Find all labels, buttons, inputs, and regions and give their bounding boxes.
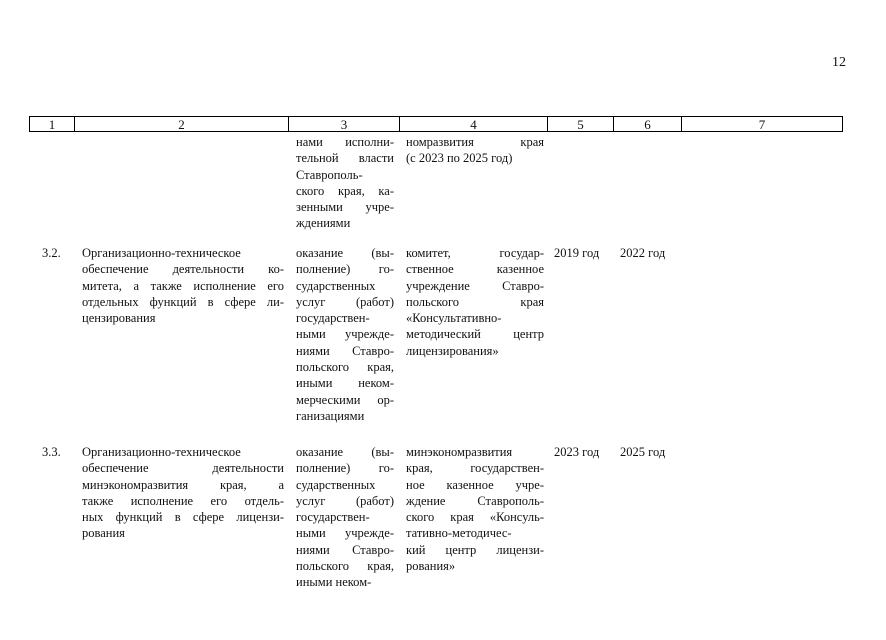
text-line: государствен- — [296, 311, 370, 326]
text-line: цензирования — [82, 311, 156, 326]
text-line: рования» — [406, 559, 456, 574]
text-line: государствен- — [296, 510, 370, 525]
text-line: нами исполни- — [296, 135, 394, 149]
header-col-7: 7 — [758, 117, 766, 132]
continuation-col3 — [296, 134, 394, 232]
text-line: иными неком- — [296, 376, 394, 391]
text-line: Организационно-техническое — [82, 445, 241, 459]
page-number: 12 — [832, 55, 846, 70]
text-line: ждение Ставрополь- — [406, 493, 544, 508]
row-number: 3.2. — [42, 246, 61, 260]
text-line: полнение) го- — [296, 461, 394, 476]
row-executor — [406, 444, 544, 574]
text-line: польского края, — [296, 360, 394, 375]
text-line: отдельных функций в сфере ли- — [82, 294, 284, 309]
text-line: «Консультативно- — [406, 311, 502, 326]
row-name — [82, 245, 284, 326]
row-start-year: 2019 год — [554, 246, 600, 260]
text-line: зенными учре- — [296, 200, 394, 215]
text-line: сударственных — [296, 477, 376, 492]
text-line: минэкономразвития края, а — [82, 477, 284, 492]
text-line: ственное казенное — [406, 262, 544, 277]
text-line: тельной власти — [296, 151, 394, 166]
text-line: сударственных — [296, 278, 376, 293]
header-col-5: 5 — [548, 117, 614, 131]
text-line: края, государствен- — [406, 461, 544, 476]
text-line: комитет, государ- — [406, 246, 544, 260]
text-line: Организационно-техническое обеспечение деятельности ко- — [82, 246, 284, 277]
text-line: ского края, ка- — [296, 183, 394, 198]
text-line: услуг (работ) — [296, 294, 394, 309]
text-line: услуг (работ) — [296, 493, 394, 508]
text-line: ниями Ставро- — [296, 343, 394, 358]
text-line: ского края «Консуль- — [406, 510, 544, 525]
text-line: ное казенное учре- — [406, 477, 544, 492]
row-form — [296, 444, 394, 591]
header-col-3: 3 — [289, 117, 400, 131]
text-line: методический центр — [406, 327, 544, 342]
text-line: Ставрополь- — [296, 167, 363, 182]
text-line: польского края — [406, 294, 544, 309]
text-line: ганизациями — [296, 408, 365, 423]
text-line: ными учрежде- — [296, 327, 394, 342]
row-end-year: 2025 год — [620, 445, 666, 459]
text-line: оказание (вы- — [296, 246, 394, 260]
row-executor — [406, 245, 544, 359]
text-line: рования — [82, 526, 125, 541]
row-name — [82, 444, 284, 542]
text-line: (с 2023 по 2025 год) — [406, 151, 513, 166]
row-end-year: 2022 год — [620, 246, 666, 260]
row-form — [296, 245, 394, 424]
text-line: ными учрежде- — [296, 526, 394, 541]
row-start-year: 2023 год — [554, 445, 600, 459]
header-col-1: 1 — [30, 117, 75, 131]
header-col-2: 2 — [75, 117, 289, 131]
text-line: оказание (вы- — [296, 445, 394, 459]
text-line: учреждение Ставро- — [406, 278, 544, 293]
text-line: лицензирования» — [406, 343, 499, 358]
text-line: иными неком- — [296, 575, 372, 590]
text-line: номразвития края — [406, 135, 544, 149]
text-line: ждениями — [296, 216, 351, 231]
continuation-col4 — [406, 134, 544, 167]
text-line: митета, а также исполнение его — [82, 278, 284, 293]
header-col-4: 4 — [400, 117, 548, 131]
text-line: также исполнение его отдель- — [82, 493, 284, 508]
text-line: польского края, — [296, 559, 394, 574]
text-line: тативно-методичес- — [406, 526, 512, 541]
text-line: полнение) го- — [296, 262, 394, 277]
header-col-6: 6 — [614, 117, 682, 131]
row-number: 3.3. — [42, 445, 61, 459]
text-line: ных функций в сфере лицензи- — [82, 510, 284, 525]
text-line: обеспечение деятельности — [82, 461, 284, 476]
text-line: минэкономразвития — [406, 445, 513, 459]
text-line: кий центр лицензи- — [406, 542, 544, 557]
text-line: ниями Ставро- — [296, 542, 394, 557]
text-line: мерческими ор- — [296, 392, 394, 407]
table-header-row — [29, 116, 843, 132]
